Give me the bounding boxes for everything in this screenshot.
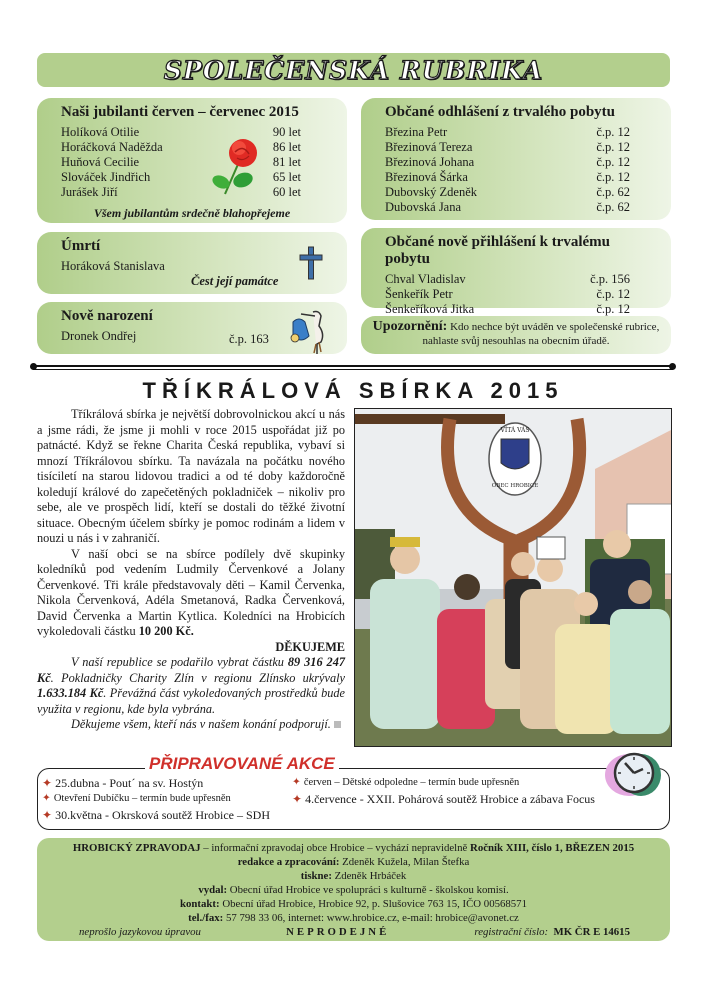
article-paragraph <box>37 547 345 640</box>
footer-label: kontakt: <box>180 898 220 910</box>
person-name: Březinová Šárka <box>385 170 468 184</box>
list-item <box>61 185 301 200</box>
house-number: č.p. 62 <box>596 185 630 199</box>
house-number: č.p. 12 <box>596 302 630 316</box>
house-number: č.p. 12 <box>596 125 630 139</box>
house-number: č.p. 163 <box>229 332 269 346</box>
jubilee-list <box>61 125 301 200</box>
list-item <box>61 170 301 185</box>
clock-icon <box>603 749 665 799</box>
notice-text: Kdo nechce být uváděn ve společenské rubrice, nahlaste svůj nesouhlas na obecním úřadě. <box>422 321 660 347</box>
article-title: TŘÍKRÁLOVÁ SBÍRKA 2015 <box>142 378 564 403</box>
thanks-heading: DĚKUJEME <box>275 639 345 654</box>
person-name: Chval Vladislav <box>385 272 466 286</box>
list-item <box>385 155 630 170</box>
notice-box <box>361 316 671 354</box>
issue-info: Ročník XIII, číslo 1, BŘEZEN 2015 <box>470 842 635 854</box>
person-name: Březina Petr <box>385 125 448 139</box>
event-text: 30.května - Okrsková soutěž Hrobice – SDH <box>55 808 271 822</box>
house-number: č.p. 12 <box>596 140 630 154</box>
registration-label: registrační číslo: <box>474 926 549 938</box>
article-body <box>37 407 345 733</box>
list-item <box>385 125 630 140</box>
footer-label: redakce a zpracování: <box>237 856 340 868</box>
regional-amount: 1.633.184 Kč <box>37 686 104 700</box>
footer-line <box>37 841 670 855</box>
national-amount: 89 316 247 Kč <box>37 655 345 685</box>
registered-title: Občané nově přihlášení k trvalému pobytu <box>385 234 611 267</box>
list-item <box>61 155 301 170</box>
person-name: Jurášek Jiří <box>61 185 118 199</box>
footer-text: Zdeněk Hrbáček <box>331 870 407 882</box>
deregistered-box <box>361 98 671 220</box>
header-banner <box>37 53 670 87</box>
death-title: Úmrtí <box>61 238 101 254</box>
footer-text: – informační zpravodaj obce Hrobice – vychází nepravidelně <box>200 842 471 854</box>
person-name: Březinová Johana <box>385 155 475 169</box>
diamond-bullet-icon: ✦ <box>42 808 53 822</box>
birth-box <box>37 302 347 354</box>
person-age: 86 let <box>272 140 301 154</box>
newsletter-footer <box>37 838 670 941</box>
paragraph-text: Děkujeme všem, kteří nás v našem konání podporují. <box>71 717 331 731</box>
stork-icon <box>285 308 329 354</box>
deregistered-list <box>385 125 630 215</box>
diamond-bullet-icon: ✦ <box>292 792 303 806</box>
event-text: červen – Dětské odpoledne – termín bude upřesněn <box>303 777 520 788</box>
footer-line <box>37 869 670 883</box>
registered-box <box>361 228 671 316</box>
person-name: Huňová Cecilie <box>61 155 140 169</box>
deregistered-title: Občané odhlášení z trvalého pobytu <box>385 104 616 120</box>
footer-label: vydal: <box>198 884 228 896</box>
sign-text-top: VÍTÁ VÁS <box>500 427 530 434</box>
sign-text-bottom: OBEC HROBICE <box>491 483 539 489</box>
jubilee-wish: Všem jubilantům srdečně blahopřejeme <box>93 206 291 220</box>
house-number: č.p. 12 <box>596 155 630 169</box>
list-item <box>385 272 630 287</box>
person-name: Březinová Tereza <box>385 140 473 154</box>
not-for-sale: NEPRODEJNÉ <box>286 926 390 938</box>
paragraph-text: V naší obci se na sbírce podílely dvě skupinky koledníků pod vedením Ludmily Červenkové a Jolany Červenkové. Tři krále představovaly děti – Kamil Červenka, Nikola Červenková, Adéla Smetanová, Radka Červenková, David Červenka a Martin Kytlica. Koledníci na Hrobicích vykoledovali částku <box>37 546 345 638</box>
footer-text: 57 798 33 06, internet: www.hrobice.cz, e-mail: hrobice@avonet.cz <box>223 912 519 924</box>
house-number: č.p. 12 <box>596 170 630 184</box>
list-item <box>385 200 630 215</box>
person-name: Holíková Otilie <box>61 125 140 139</box>
person-age: 90 let <box>272 125 301 139</box>
deceased-name: Horáková Stanislava <box>61 259 165 273</box>
diamond-bullet-icon: ✦ <box>292 777 301 788</box>
newsletter-name: HROBICKÝ ZPRAVODAJ <box>72 842 201 854</box>
footer-line <box>37 897 670 911</box>
death-box <box>37 232 347 294</box>
events-title: PŘIPRAVOVANÉ AKCE <box>145 756 339 772</box>
paragraph-text: V naší republice se podařilo vybrat částku <box>71 655 288 669</box>
footer-line <box>37 855 670 869</box>
event-item <box>42 807 292 823</box>
event-item <box>42 775 292 791</box>
person-name: Dubovská Jana <box>385 200 462 214</box>
footer-line <box>37 911 670 925</box>
carolers-group <box>370 530 670 734</box>
footer-text: Obecní úřad Hrobice ve spolupráci s kulturně - školskou komisí. <box>227 884 509 896</box>
house-number: č.p. 12 <box>596 287 630 301</box>
list-item <box>385 287 630 302</box>
person-age: 65 let <box>272 170 301 184</box>
events-right-column <box>292 775 595 823</box>
person-name: Šenkeřík Petr <box>385 287 453 301</box>
house-number: č.p. 62 <box>596 200 630 214</box>
events-left-column <box>42 775 292 823</box>
list-item <box>385 140 630 155</box>
birth-title: Nově narození <box>61 308 153 324</box>
paragraph-text: . Převážná část vykoledovaných prostředků bude využita v regionu, kde byla vybrána. <box>37 686 345 716</box>
person-name: Šenkeříková Jitka <box>385 302 475 316</box>
jubilee-box <box>37 98 347 223</box>
footer-label: tiskne: <box>300 870 332 882</box>
article-paragraph <box>37 717 345 733</box>
event-text: Otevření Dubíčku – termín bude upřesněn <box>53 793 231 804</box>
event-item <box>292 791 595 807</box>
diamond-bullet-icon: ✦ <box>42 776 53 790</box>
footer-line <box>37 883 670 897</box>
list-item <box>61 140 301 155</box>
list-item <box>385 302 630 317</box>
section-title: SPOLEČENSKÁ RUBRIKA <box>163 55 544 85</box>
person-name: Dubovský Zdeněk <box>385 185 477 199</box>
footer-text: Zdeněk Kužela, Milan Štefka <box>339 856 470 868</box>
section-divider <box>33 365 673 370</box>
list-item <box>61 125 301 140</box>
paragraph-text: . Pokladničky Charity Zlín v regionu Zlínsko ukrývaly <box>50 670 345 685</box>
person-age: 81 let <box>272 155 301 169</box>
end-mark <box>334 721 341 728</box>
event-text: 4.července - XXII. Pohárová soutěž Hrobice a zábava Focus <box>305 792 595 806</box>
registration-number: MK ČR E 14615 <box>553 926 630 938</box>
death-honor: Čest její památce <box>191 274 279 288</box>
event-item <box>292 775 595 791</box>
carolers-photo <box>354 408 672 747</box>
article-paragraph: Tříkrálová sbírka je největší dobrovolnickou akcí u nás a jsme rádi, že jsme ji mohli v roce 2015 uspořádat již po patnácté. Když se řekne Charita Česká republika, vybaví si mnozí Tříkrálovou sbírku. Ta navázala na počátku nového tisíciletí na starou lidovou tradici a od té doby každoročně koledují králové do zapečetěných pokladniček – nikoliv pro sebe, ale ve prospěch lidí, kteří se dostali do těžké životní situace. Obecným účelem sbírky je pomoc rodinám a lidem v nouzi u nás i v zahraničí. <box>37 407 345 545</box>
footer-text: Obecní úřad Hrobice, Hrobice 92, p. Slušovice 763 15, IČO 00568571 <box>219 898 527 910</box>
notice-label: Upozornění: <box>372 319 448 334</box>
list-item <box>385 170 630 185</box>
cross-icon <box>299 246 323 280</box>
upcoming-events-box <box>37 754 670 830</box>
collected-amount: 10 200 Kč. <box>138 624 194 638</box>
list-item <box>385 185 630 200</box>
jubilee-title: Naši jubilanti červen – červenec 2015 <box>61 104 299 120</box>
person-name: Slováček Jindřich <box>61 170 151 184</box>
article-paragraph <box>37 655 345 717</box>
person-name: Horáčková Naděžda <box>61 140 163 154</box>
house-number: č.p. 156 <box>590 272 630 286</box>
person-age: 60 let <box>272 185 301 199</box>
event-item <box>42 791 292 807</box>
diamond-bullet-icon: ✦ <box>42 793 51 804</box>
footer-label: tel./fax: <box>188 912 224 924</box>
registered-list <box>385 272 630 317</box>
footer-bottom-line <box>37 925 670 939</box>
not-edited-note: neprošlo jazykovou úpravou <box>79 926 201 938</box>
event-text: 25.dubna - Pout´ na sv. Hostýn <box>55 776 204 790</box>
newborn-name: Dronek Ondřej <box>61 329 137 343</box>
rose-icon <box>209 136 265 196</box>
